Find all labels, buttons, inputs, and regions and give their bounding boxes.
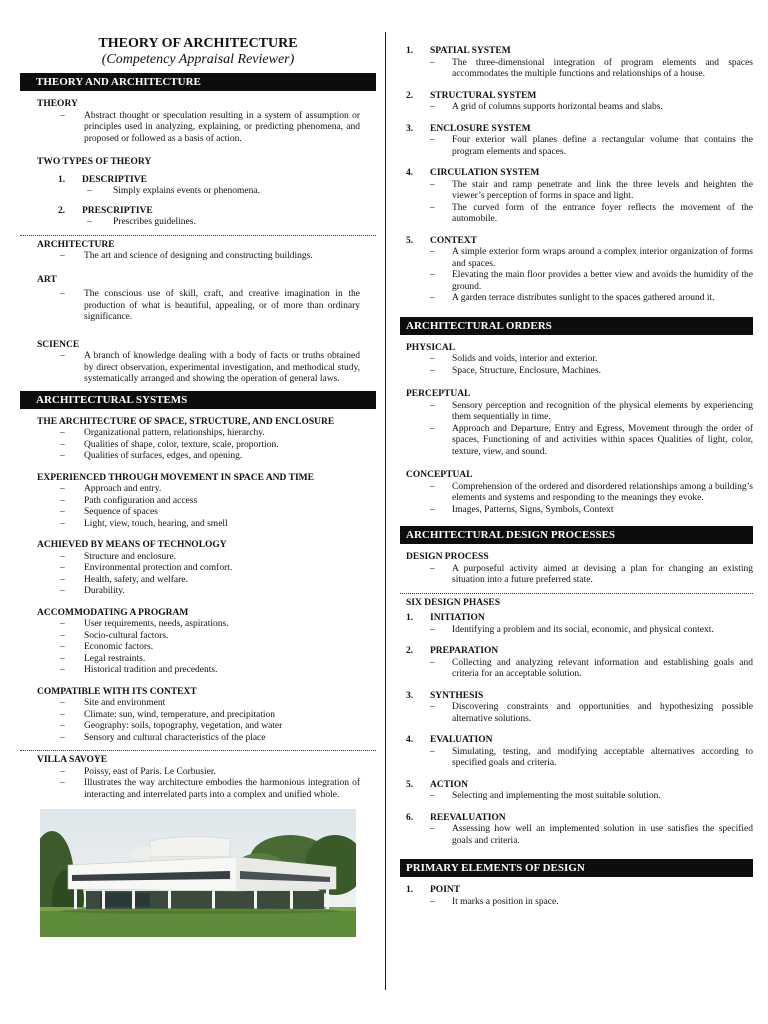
list-item-text: A simple exterior form wraps around a complex interior organization of forms and spaces.	[452, 247, 753, 269]
dash-bullet: –	[430, 57, 435, 68]
list-item-text: Images, Patterns, Signs, Symbols, Context	[452, 504, 614, 515]
dash-bullet: –	[60, 574, 65, 585]
list-item-text: Illustrates the way architecture embodies the harmonious integration of interacting and interrelated parts into a complex and unified whole.	[84, 778, 360, 800]
dash-bullet: –	[430, 354, 435, 364]
numbered-heading-label: STRUCTURAL SYSTEM	[430, 90, 537, 101]
list-item-text: Climate: sun, wind, temperature, and precipitation	[84, 709, 276, 720]
dash-bullet: –	[430, 293, 435, 303]
list-number: 2.	[58, 205, 66, 216]
numbered-heading-label: INITIATION	[430, 613, 485, 623]
dotted-divider	[400, 593, 753, 594]
list-number: 5.	[406, 235, 414, 246]
left-column	[20, 0, 376, 937]
dotted-divider	[20, 235, 376, 236]
dash-bullet: –	[430, 791, 435, 801]
villa-systems-list	[400, 46, 753, 305]
list-item-text: Path configuration and access	[84, 495, 198, 506]
list-item-text: Qualities of surfaces, edges, and opening.	[84, 451, 243, 461]
dash-bullet: –	[430, 657, 435, 668]
list-item-text: User requirements, needs, aspirations.	[84, 619, 229, 629]
list-item-text: Poissy, east of Paris. Le Corbusier.	[84, 766, 216, 777]
theory-heading: THEORY	[37, 99, 78, 109]
dash-bullet: –	[60, 619, 65, 629]
conceptual-heading: CONCEPTUAL	[406, 470, 473, 480]
list-item-text: Space, Structure, Enclosure, Machines.	[452, 365, 602, 376]
list-number: 6.	[406, 812, 414, 823]
dash-bullet: –	[60, 251, 65, 261]
list-item	[430, 702, 753, 725]
list-item-text: A purposeful activity aimed at devising a plan for changing an existing situation into a future preferred state.	[452, 563, 753, 585]
numbered-heading	[406, 691, 753, 703]
bullet-list	[20, 552, 376, 598]
villa-savoye-heading: VILLA SAVOYE	[37, 755, 108, 765]
list-item	[430, 180, 753, 203]
list-item	[60, 642, 360, 654]
art-heading: ART	[37, 274, 57, 285]
list-item	[430, 270, 753, 293]
dash-bullet: –	[430, 746, 435, 757]
dash-bullet: –	[60, 586, 65, 596]
list-item-text: Sequence of spaces	[84, 507, 158, 517]
list-item	[60, 631, 360, 643]
list-number: 1.	[406, 885, 414, 895]
dash-bullet: –	[87, 217, 92, 227]
systems-heading-movement: EXPERIENCED THROUGH MOVEMENT IN SPACE AND TIME	[37, 472, 314, 483]
list-item	[430, 747, 753, 770]
list-item	[60, 710, 360, 722]
list-item-text: Geography: soils, topography, vegetation, and water	[84, 721, 283, 731]
list-item-text: Organizational pattern, relationships, hierarchy.	[84, 428, 265, 438]
section-heading-primary-elements: PRIMARY ELEMENTS OF DESIGN	[400, 859, 753, 877]
dash-bullet: –	[430, 270, 435, 280]
bullet-list	[20, 484, 376, 530]
type-label: DESCRIPTIVE	[82, 174, 147, 185]
list-item-text: Selecting and implementing the most suitable solution.	[452, 791, 661, 801]
systems-heading-context: COMPATIBLE WITH ITS CONTEXT	[37, 686, 197, 697]
list-item	[60, 619, 360, 631]
dash-bullet: –	[430, 423, 435, 434]
dash-bullet: –	[60, 709, 65, 720]
list-item	[60, 778, 360, 801]
numbered-heading	[406, 236, 753, 248]
list-item	[430, 135, 753, 158]
list-item	[430, 293, 753, 305]
dash-bullet: –	[60, 642, 65, 652]
art-definition: The conscious use of skill, craft, and creative imagination in the production of what is beautiful, appealing, or of more than ordinary significance.	[84, 289, 360, 322]
dash-bullet: –	[430, 365, 435, 376]
numbered-heading	[406, 91, 753, 103]
list-item-text: A garden terrace distributes sunlight to the spaces gathered around it.	[452, 293, 715, 303]
list-item	[60, 721, 360, 733]
dash-bullet: –	[60, 766, 65, 777]
dash-bullet: –	[430, 624, 435, 635]
list-item	[430, 658, 753, 681]
perceptual-heading: PERCEPTUAL	[406, 389, 471, 399]
bullet-list	[20, 767, 376, 802]
list-item	[430, 102, 753, 114]
list-item-text: Simulating, testing, and modifying acceptable alternatives according to specified goals and criteria.	[452, 746, 753, 768]
design-process-heading: DESIGN PROCESS	[406, 552, 489, 562]
dash-bullet: –	[60, 110, 65, 121]
dash-bullet: –	[60, 653, 65, 664]
list-item-text: Environmental protection and comfort.	[84, 563, 233, 573]
dash-bullet: –	[430, 247, 435, 257]
systems-heading-space-structure: THE ARCHITECTURE OF SPACE, STRUCTURE, AND ENCLOSURE	[37, 416, 335, 427]
list-item-text: Approach and entry.	[84, 484, 162, 494]
list-item	[87, 186, 360, 198]
science-definition: A branch of knowledge dealing with a body of facts or truths obtained by direct observation, experimental investigation, and methodical study, systematically arranged and showing the operation of general laws.	[84, 351, 360, 384]
page-title: THEORY OF ARCHITECTURE	[98, 36, 298, 51]
list-number: 1.	[406, 613, 414, 623]
list-item	[430, 482, 753, 505]
dash-bullet: –	[430, 504, 435, 515]
list-number: 2.	[406, 90, 414, 101]
section-heading-architectural-systems: ARCHITECTURAL SYSTEMS	[20, 391, 376, 409]
dash-bullet: –	[430, 202, 435, 213]
dash-bullet: –	[430, 179, 435, 190]
physical-heading: PHYSICAL	[406, 342, 456, 353]
list-item	[430, 791, 753, 803]
six-phases-heading: SIX DESIGN PHASES	[406, 597, 500, 608]
type-descriptive	[58, 175, 376, 187]
bullet-list	[400, 482, 753, 517]
dash-bullet: –	[60, 665, 65, 675]
numbered-heading	[406, 46, 753, 58]
dash-bullet: –	[60, 351, 65, 361]
dotted-divider	[20, 750, 376, 751]
list-item	[60, 665, 360, 677]
list-item-text: Four exterior wall planes define a rectangular volume that contains the program elements and spaces.	[452, 135, 753, 157]
list-item	[60, 654, 360, 666]
list-item-text: Light, view, touch, hearing, and smell	[84, 518, 228, 529]
numbered-heading-label: PREPARATION	[430, 646, 499, 656]
bullet-list	[20, 619, 376, 677]
dash-bullet: –	[60, 563, 65, 573]
dash-bullet: –	[430, 400, 435, 411]
type-prescriptive	[58, 206, 376, 218]
architecture-heading: ARCHITECTURE	[37, 239, 115, 250]
list-number: 3.	[406, 123, 414, 134]
list-item	[430, 424, 753, 459]
dash-bullet: –	[60, 630, 65, 641]
numbered-heading-label: EVALUATION	[430, 735, 493, 745]
list-item-text: Sensory and cultural characteristics of the place	[84, 732, 266, 743]
list-item-text: The stair and ramp penetrate and link the three levels and heighten the viewer’s perception of forms in space and light.	[452, 179, 753, 201]
list-item	[60, 351, 360, 386]
list-item-text: It marks a position in space.	[452, 896, 559, 907]
list-item	[60, 289, 360, 324]
list-item	[430, 401, 753, 424]
type-description: Simply explains events or phenomena.	[113, 186, 260, 196]
element-point	[406, 885, 753, 897]
list-item-text: Socio-cultural factors.	[84, 630, 169, 641]
dash-bullet: –	[60, 721, 65, 731]
dash-bullet: –	[60, 551, 65, 562]
list-number: 1.	[58, 174, 66, 185]
numbered-heading	[406, 124, 753, 136]
type-description: Prescribes guidelines.	[113, 217, 196, 227]
list-item	[60, 428, 360, 440]
list-item	[430, 824, 753, 847]
numbered-heading-label: ACTION	[430, 779, 469, 790]
dash-bullet: –	[430, 824, 435, 834]
dash-bullet: –	[430, 481, 435, 492]
list-item-text: The curved form of the entrance foyer reflects the movement of the automobile.	[452, 202, 753, 224]
list-item-text: Qualities of shape, color, texture, scale, proportion.	[84, 439, 279, 450]
list-number: 5.	[406, 779, 414, 790]
numbered-heading-label: CIRCULATION SYSTEM	[430, 168, 540, 178]
dash-bullet: –	[60, 778, 65, 788]
section-heading-design-processes: ARCHITECTURAL DESIGN PROCESSES	[400, 526, 753, 544]
type-label: PRESCRIPTIVE	[82, 205, 153, 216]
list-item	[430, 58, 753, 81]
dash-bullet: –	[430, 702, 435, 712]
list-item	[60, 698, 360, 710]
list-item-text: Legal restraints.	[84, 653, 146, 664]
list-number: 4.	[406, 168, 414, 178]
list-item-text: Discovering constraints and opportunities and hypothesizing possible alternative solutions.	[452, 702, 753, 724]
list-item	[60, 767, 360, 779]
dash-bullet: –	[60, 698, 65, 708]
list-item	[430, 564, 753, 587]
list-item-text: Sensory perception and recognition of the physical elements by experiencing them sequentially in time.	[452, 400, 753, 422]
numbered-heading-label: ENCLOSURE SYSTEM	[430, 123, 531, 134]
bullet-list	[400, 401, 753, 459]
numbered-heading	[406, 735, 753, 747]
systems-heading-technology: ACHIEVED BY MEANS OF TECHNOLOGY	[37, 540, 227, 550]
list-item	[60, 575, 360, 587]
section-heading-architectural-orders: ARCHITECTURAL ORDERS	[400, 317, 753, 335]
list-item	[430, 203, 753, 226]
dash-bullet: –	[87, 186, 92, 196]
list-item	[60, 552, 360, 564]
list-item	[60, 563, 360, 575]
list-item-text: Historical tradition and precedents.	[84, 665, 218, 675]
list-item-text: A grid of columns supports horizontal beams and slabs.	[452, 102, 663, 112]
two-types-heading: TWO TYPES OF THEORY	[37, 157, 152, 167]
list-item	[60, 251, 360, 263]
list-item-text: Economic factors.	[84, 642, 154, 652]
list-number: 3.	[406, 690, 414, 701]
list-item	[60, 451, 360, 463]
element-label: POINT	[430, 885, 461, 895]
numbered-heading	[406, 168, 753, 180]
list-item-text: Elevating the main floor provides a better view and avoids the humidity of the ground.	[452, 270, 753, 292]
architecture-definition: The art and science of designing and constructing buildings.	[84, 251, 313, 261]
science-heading: SCIENCE	[37, 339, 80, 350]
list-item	[430, 354, 753, 366]
dash-bullet: –	[60, 289, 65, 299]
list-item	[87, 217, 360, 229]
list-item	[60, 519, 360, 531]
numbered-heading	[406, 646, 753, 658]
dash-bullet: –	[60, 518, 65, 529]
numbered-heading	[406, 613, 753, 625]
list-number: 4.	[406, 735, 414, 745]
right-column	[400, 0, 753, 908]
theory-definition: Abstract thought or speculation resulting in a system of assumption or principles used in analyzing, explaining, or predicting phenomena, and proposed or followed as a basis of action.	[84, 110, 360, 144]
list-item-text: Durability.	[84, 586, 125, 596]
bullet-list	[20, 428, 376, 463]
numbered-heading-label: REEVALUATION	[430, 812, 506, 823]
numbered-heading	[406, 813, 753, 825]
bullet-list	[400, 897, 753, 909]
column-divider	[385, 32, 386, 990]
list-item-text: Collecting and analyzing relevant information and establishing goals and criteria for an acceptable solution.	[452, 657, 753, 679]
list-item-text: The three-dimensional integration of program elements and spaces accommodates the multiple functions and relationships of a house.	[452, 57, 753, 79]
list-item	[60, 586, 360, 598]
list-item	[430, 505, 753, 517]
list-item-text: Health, safety, and welfare.	[84, 574, 188, 585]
list-item-text: Structure and enclosure.	[84, 551, 177, 562]
list-item-text: Comprehension of the ordered and disordered relationships among a building’s elements and systems and responding to the meanings they evoke.	[452, 481, 753, 503]
dash-bullet: –	[430, 102, 435, 112]
dash-bullet: –	[60, 507, 65, 517]
list-item	[60, 111, 360, 146]
dash-bullet: –	[60, 428, 65, 438]
page-subtitle: (Competency Appraisal Reviewer)	[101, 52, 295, 67]
dash-bullet: –	[60, 495, 65, 506]
list-item-text: Site and environment	[84, 698, 166, 708]
dash-bullet: –	[430, 896, 435, 907]
list-item-text: Assessing how well an implemented solution in use satisfies the specified goals and criteria.	[452, 824, 753, 846]
systems-heading-program: ACCOMMODATING A PROGRAM	[37, 607, 189, 618]
list-item-text: Approach and Departure, Entry and Egress, Movement through the order of spaces, Functioning of and activities within spaces Qualities of light, color, texture, view, and sound.	[452, 423, 753, 457]
list-item	[430, 625, 753, 637]
numbered-heading	[406, 780, 753, 792]
bullet-list	[400, 354, 753, 377]
design-phases-list	[400, 613, 753, 847]
list-item	[430, 247, 753, 270]
section-heading-theory-and-architecture: THEORY AND ARCHITECTURE	[20, 73, 376, 91]
list-item	[60, 440, 360, 452]
list-item	[430, 897, 753, 909]
dash-bullet: –	[430, 563, 435, 574]
list-item	[60, 496, 360, 508]
dash-bullet: –	[60, 484, 65, 494]
list-item	[60, 507, 360, 519]
list-item	[430, 366, 753, 378]
dash-bullet: –	[60, 451, 65, 461]
list-number: 2.	[406, 646, 414, 656]
list-item	[60, 733, 360, 745]
bullet-list	[20, 698, 376, 744]
numbered-heading-label: CONTEXT	[430, 235, 477, 246]
bullet-list	[400, 564, 753, 587]
dash-bullet: –	[60, 732, 65, 743]
dash-bullet: –	[60, 439, 65, 450]
list-item-text: Identifying a problem and its social, economic, and physical context.	[452, 624, 714, 635]
villa-savoye-photo	[40, 809, 356, 937]
numbered-heading-label: SYNTHESIS	[430, 690, 484, 701]
dash-bullet: –	[430, 135, 435, 145]
numbered-heading-label: SPATIAL SYSTEM	[430, 46, 511, 56]
list-item	[60, 484, 360, 496]
list-item-text: Solids and voids, interior and exterior.	[452, 354, 598, 364]
list-number: 1.	[406, 46, 414, 56]
